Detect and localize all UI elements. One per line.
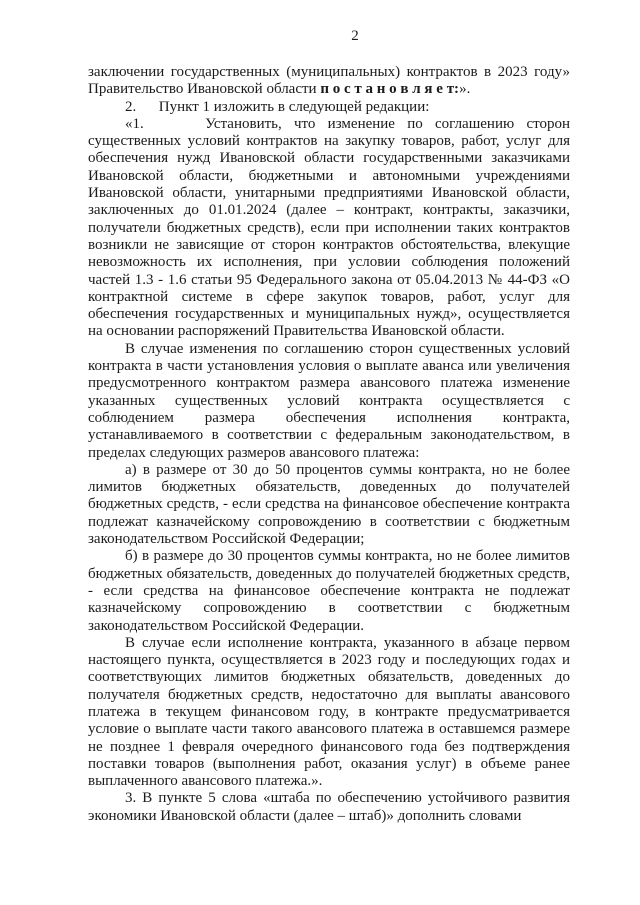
paragraph-preamble [88, 64, 570, 99]
resolves-keyword-bold: п о с т а н о в л я е т: [320, 81, 460, 98]
paragraph-preamble-closing: ». [459, 81, 471, 98]
page-number: 2 [351, 28, 359, 44]
paragraph-item-2: 2. Пункт 1 изложить в следующей редакции: [125, 98, 430, 115]
paragraph-preamble-text: заключении государственных (муниципальных) контрактов в 2023 году» Правительство Ивановской области [88, 64, 570, 98]
paragraph-subitem-a: а) в размере от 30 до 50 процентов суммы контракта, но не более лимитов бюджетных обязательств, доведенных до получателей бюджетных средств, - если средства на финансовое обеспечение контракта подлежат казначейскому сопровождению в соответствии с бюджетным законодательством Российской Федерации; [88, 461, 570, 548]
paragraph-item-3: 3. В пункте 5 слова «штаба по обеспечению устойчивого развития экономики Ивановской области (далее – штаб)» дополнить словами [88, 790, 570, 824]
paragraph-clause-1: «1. Установить, что изменение по соглашению сторон существенных условий контрактов на закупку товаров, работ, услуг для обеспечения нужд Ивановской области государственными заказчиками Ивановской области, бюджетными и автономными учреждениями Ивановской области, унитарными предприятиями Ивановской области, заключенных до 01.01.2024 (далее – контракт, контракты, заказчики, получатели бюджетных средств), если при исполнении таких контрактов возникли не зависящие от сторон контрактов обстоятельства, влекущие невозможность их исполнения, при условии соблюдения положений частей 1.3 - 1.6 статьи 95 Федерального закона от 05.04.2013 № 44-ФЗ «О контрактной системе в сфере закупок товаров, работ, услуг для обеспечения государственных и муниципальных нужд», осуществляется на основании распоряжений Правительства Ивановской области. [88, 115, 570, 340]
paragraph-advance-change: В случае изменения по соглашению сторон существенных условий контракта в части установления условия о выплате аванса или увеличения предусмотренного контрактом размера авансового платежа изменение указанных существенных условий контракта осуществляется с соблюдением размера обеспечения исполнения контракта, устанавливаемого в соответствии с федеральным законодательством, в пределах следующих размеров авансового платежа: [88, 340, 570, 461]
paragraph-subitem-b: б) в размере до 30 процентов суммы контракта, но не более лимитов бюджетных обязательств, доведенных до получателей бюджетных средств, - если средства на финансовое обеспечение контракта не подлежат казначейскому сопровождению в соответствии с бюджетным законодательством Российской Федерации. [88, 548, 570, 634]
paragraph-execution-case: В случае если исполнение контракта, указанного в абзаце первом настоящего пункта, осуществляется в 2023 году и последующих годах и соответствующих лимитов бюджетных обязательств, доведенных до получателя бюджетных средств, недостаточно для выплаты авансового платежа в текущем финансовом году, в контракте предусматривается условие о выплате части такого авансового платежа в оставшемся размере не позднее 1 февраля очередного финансового года без подтверждения поставки товаров (выполнения работ, оказания услуг) в объеме ранее выплаченного авансового платежа.». [88, 634, 570, 790]
document-body [88, 64, 570, 825]
